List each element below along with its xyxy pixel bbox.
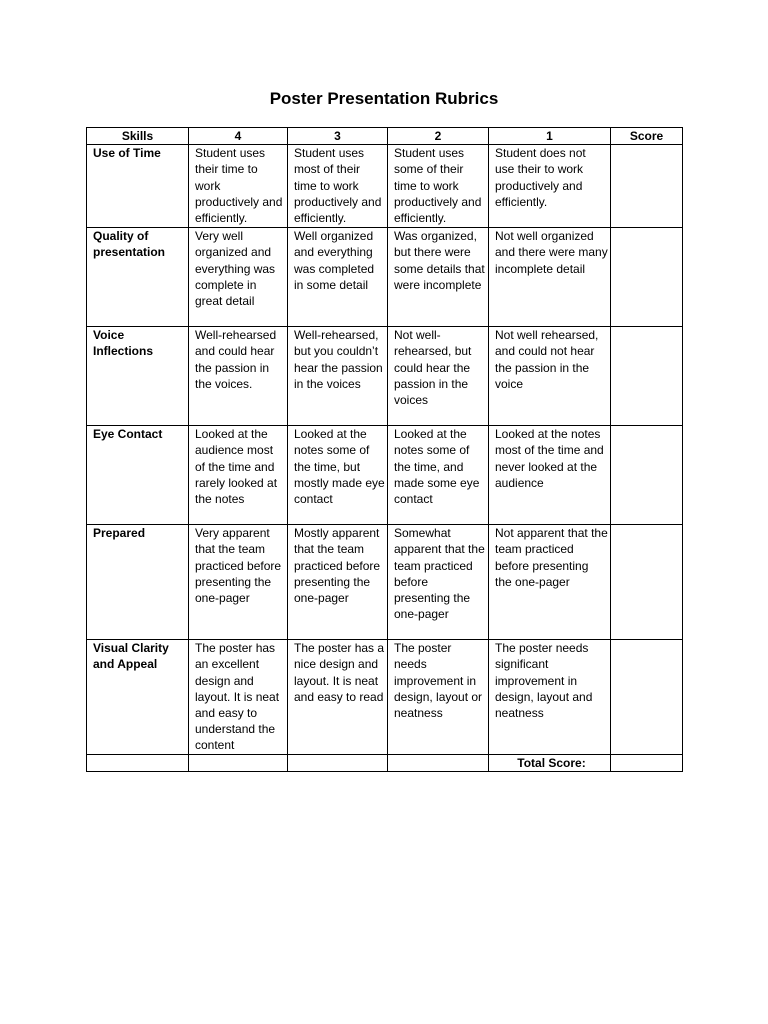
level-3-cell: Well-rehearsed, but you couldn’t hear the passion in the voices	[288, 327, 388, 426]
level-4-cell: Looked at the audience most of the time and rarely looked at the notes	[189, 426, 288, 525]
level-1-cell: The poster needs significant improvement in design, layout and neatness	[489, 640, 611, 755]
level-2-cell: The poster needs improvement in design, layout or neatness	[388, 640, 489, 755]
score-cell	[611, 327, 683, 426]
skill-cell: Prepared	[87, 525, 189, 640]
score-cell	[611, 145, 683, 228]
score-cell	[611, 426, 683, 525]
skill-cell: Eye Contact	[87, 426, 189, 525]
score-cell	[611, 640, 683, 755]
level-2-cell: Student uses some of their time to work productively and efficiently.	[388, 145, 489, 228]
table-row	[87, 327, 683, 426]
level-2-cell: Not well-rehearsed, but could hear the passion in the voices	[388, 327, 489, 426]
skill-cell: Visual Clarity and Appeal	[87, 640, 189, 755]
header-level-1: 1	[489, 128, 611, 145]
empty-cell	[388, 755, 489, 772]
rubric-table	[86, 127, 683, 772]
level-3-cell: Student uses most of their time to work productively and efficiently.	[288, 145, 388, 228]
level-1-cell: Not well rehearsed, and could not hear the passion in the voice	[489, 327, 611, 426]
empty-cell	[87, 755, 189, 772]
level-2-cell: Looked at the notes some of the time, and made some eye contact	[388, 426, 489, 525]
skill-cell: Use of Time	[87, 145, 189, 228]
score-cell	[611, 525, 683, 640]
header-row	[87, 128, 683, 145]
page-title: Poster Presentation Rubrics	[269, 89, 499, 108]
level-3-cell: Well organized and everything was completed in some detail	[288, 228, 388, 327]
level-3-cell: Looked at the notes some of the time, but mostly made eye contact	[288, 426, 388, 525]
score-cell	[611, 228, 683, 327]
header-skills: Skills	[87, 128, 189, 145]
table-row	[87, 640, 683, 755]
skill-cell: Quality of presentation	[87, 228, 189, 327]
level-2-cell: Somewhat apparent that the team practiced before presenting the one-pager	[388, 525, 489, 640]
header-score: Score	[611, 128, 683, 145]
total-score-value	[611, 755, 683, 772]
level-2-cell: Was organized, but there were some details that were incomplete	[388, 228, 489, 327]
empty-cell	[288, 755, 388, 772]
level-1-cell: Looked at the notes most of the time and never looked at the audience	[489, 426, 611, 525]
level-4-cell: Well-rehearsed and could hear the passion in the voices.	[189, 327, 288, 426]
total-row	[87, 755, 683, 772]
header-level-4: 4	[189, 128, 288, 145]
table-row	[87, 228, 683, 327]
level-3-cell: The poster has a nice design and layout. It is neat and easy to read	[288, 640, 388, 755]
level-1-cell: Not well organized and there were many incomplete detail	[489, 228, 611, 327]
table-row	[87, 426, 683, 525]
table-row	[87, 145, 683, 228]
level-1-cell: Student does not use their to work productively and efficiently.	[489, 145, 611, 228]
header-level-2: 2	[388, 128, 489, 145]
total-score-label: Total Score:	[489, 755, 611, 772]
level-1-cell: Not apparent that the team practiced before presenting the one-pager	[489, 525, 611, 640]
level-4-cell: Student uses their time to work productively and efficiently.	[189, 145, 288, 228]
level-4-cell: The poster has an excellent design and layout. It is neat and easy to understand the content	[189, 640, 288, 755]
level-3-cell: Mostly apparent that the team practiced before presenting the one-pager	[288, 525, 388, 640]
level-4-cell: Very well organized and everything was complete in great detail	[189, 228, 288, 327]
table-row	[87, 525, 683, 640]
header-level-3: 3	[288, 128, 388, 145]
level-4-cell: Very apparent that the team practiced before presenting the one-pager	[189, 525, 288, 640]
empty-cell	[189, 755, 288, 772]
skill-cell: Voice Inflections	[87, 327, 189, 426]
